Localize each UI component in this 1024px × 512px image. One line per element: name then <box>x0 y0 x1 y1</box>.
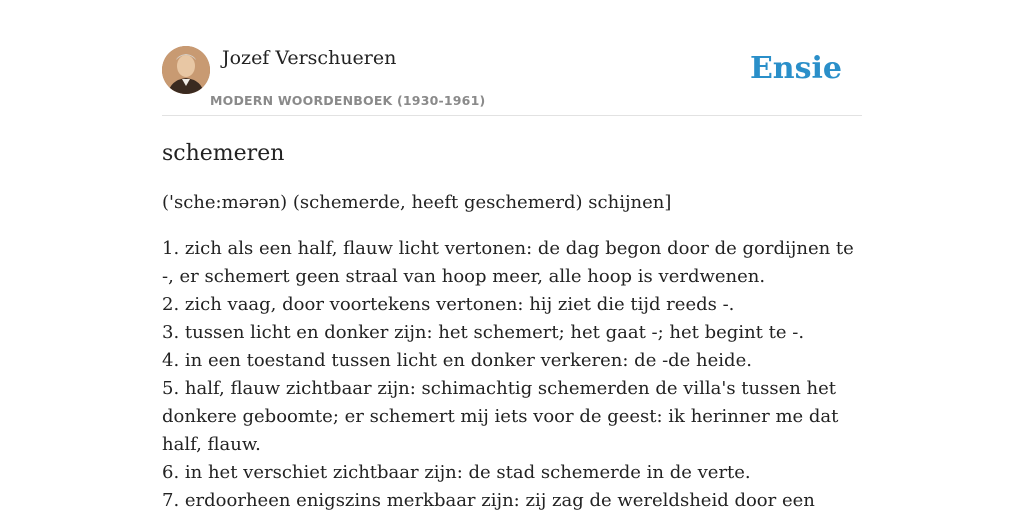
definitions-list <box>162 235 862 512</box>
source-dictionary[interactable]: MODERN WOORDENBOEK (1930-1961) <box>210 93 486 108</box>
ensie-logo-link[interactable]: Ensie <box>749 51 842 86</box>
entry-title: schemeren <box>162 141 285 166</box>
author-portrait-icon <box>162 46 210 94</box>
pronunciation: ('sche:mərən) (schemerde, heeft geschemerd) schijnen] <box>162 192 672 213</box>
definition-item: 5. half, flauw zichtbaar zijn: schimachtig schemerden de villa's tussen het donkere geboomte; er schemert mij iets voor de geest: ik herinner me dat half, flauw. <box>162 378 839 455</box>
definition-item: 7. erdoorheen enigszins merkbaar zijn: zij zag de wereldsheid door een <box>162 490 815 511</box>
author-avatar[interactable] <box>162 46 210 94</box>
definition-item: 4. in een toestand tussen licht en donker verkeren: de -de heide. <box>162 350 752 371</box>
definition-item: 1. zich als een half, flauw licht vertonen: de dag begon door de gordijnen te -, er schemert geen straal van hoop meer, alle hoop is verdwenen. <box>162 238 854 287</box>
entry-header <box>162 46 862 116</box>
author-name[interactable]: Jozef Verschueren <box>222 47 397 69</box>
dictionary-entry <box>162 138 862 512</box>
definition-item: 3. tussen licht en donker zijn: het schemert; het gaat -; het begint te -. <box>162 322 805 343</box>
definition-item: 6. in het verschiet zichtbaar zijn: de stad schemerde in de verte. <box>162 462 751 483</box>
definition-item: 2. zich vaag, door voortekens vertonen: hij ziet die tijd reeds -. <box>162 294 735 315</box>
